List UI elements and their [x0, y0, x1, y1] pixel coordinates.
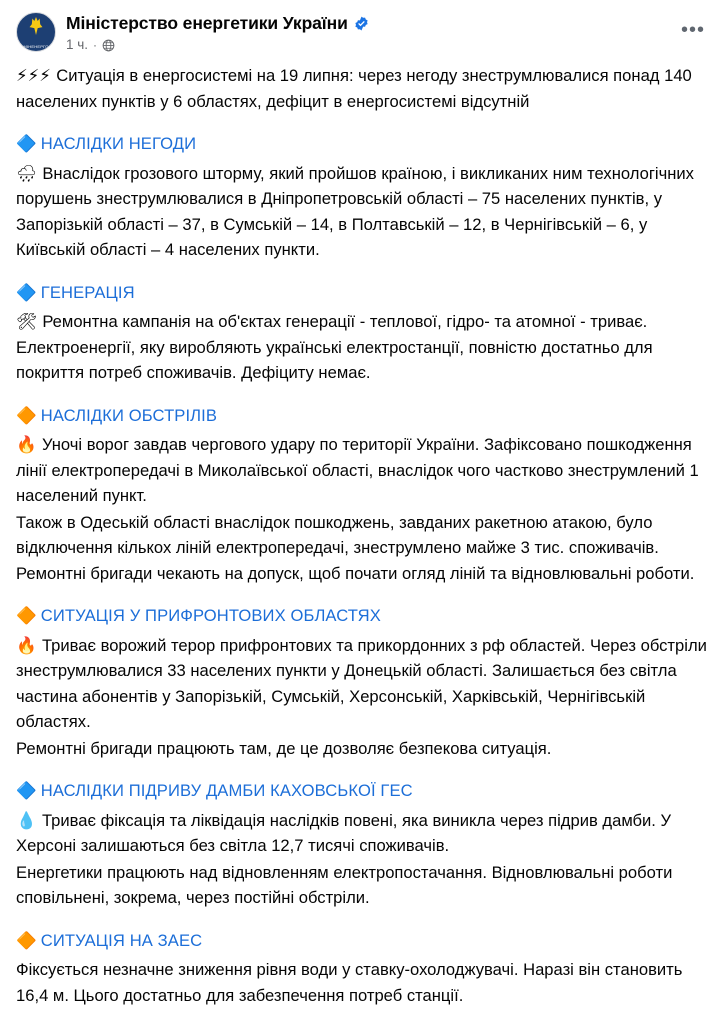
meta-separator-dot: · — [93, 38, 98, 52]
post-section-heading — [16, 778, 710, 804]
post-lead-paragraph — [16, 63, 710, 114]
post-paragraph — [16, 957, 710, 1008]
avatar-caption: МІНЕНЕРГО — [23, 44, 49, 49]
author-name-row — [66, 13, 676, 34]
paragraph-text: Фіксується незначне зниження рівня води у ставку-охолоджувачі. Наразі він становить 16,4 м. Цього достатньо для забезпечення потреб станції. — [16, 960, 688, 1005]
post-header — [16, 12, 710, 53]
section-heading-text: НАСЛІДКИ ПІДРИВУ ДАМБИ КАХОВСЬКОЇ ГЕС — [40, 781, 413, 800]
section-bullet-icon: 🔷 — [16, 134, 37, 153]
verified-badge-icon — [354, 16, 369, 31]
post-section-heading — [16, 928, 710, 954]
post-body — [16, 63, 710, 1008]
paragraph-text: Уночі ворог завдав чергового удару по території України. Зафіксовано пошкодження лінії електропередачі в Миколаївської області, внаслідок чого частково знеструмлений 1 населений пункт. — [16, 435, 704, 505]
section-bullet-icon: 🔶 — [16, 606, 37, 625]
paragraph-text: Триває фіксація та ліквідація наслідків повені, яка виникла через підрив дамби. У Херсоні залишаються без світла 12,7 тисячі споживачів. — [16, 810, 676, 855]
section-bullet-icon: 🔶 — [16, 930, 37, 950]
paragraph-emoji-icon: 🔥 — [16, 435, 42, 454]
post-paragraph — [16, 510, 710, 587]
post-meta-row — [66, 37, 676, 53]
paragraph-text: Ситуація в енергосистемі на 19 липня: через негоду знеструмлювалися понад 140 населених пунктів у 6 областях, дефіцит в енергосистемі відсутній — [16, 66, 697, 111]
post-section-heading — [16, 131, 710, 157]
section-heading-text: СИТУАЦІЯ НА ЗАЕС — [40, 930, 203, 950]
section-heading-text: НАСЛІДКИ ОБСТРІЛІВ — [40, 405, 218, 425]
post-paragraph — [16, 161, 710, 263]
post-paragraph — [16, 860, 710, 911]
post-author-block — [66, 12, 676, 53]
post-paragraph — [16, 736, 710, 762]
section-heading-text: СИТУАЦІЯ У ПРИФРОНТОВИХ ОБЛАСТЯХ — [40, 606, 381, 625]
globe-icon[interactable] — [102, 39, 115, 52]
section-bullet-icon: 🔷 — [16, 781, 37, 800]
paragraph-emoji-icon: ⚡⚡⚡ — [16, 66, 57, 85]
post-section-heading — [16, 280, 710, 306]
section-heading-text: НАСЛІДКИ НЕГОДИ — [40, 134, 197, 153]
section-bullet-icon: 🔷 — [16, 282, 37, 302]
paragraph-emoji-icon: 💧 — [16, 810, 42, 830]
paragraph-emoji-icon: 🌧 — [16, 163, 43, 183]
paragraph-text: Енергетики працюють над відновленням електропостачання. Відновлювальні роботи сповільнені, зокрема, через постійні обстріли. — [16, 862, 677, 907]
post-paragraph — [16, 432, 710, 509]
paragraph-text: Також в Одеській області внаслідок пошкоджень, завданих ракетною атакою, було відключення кількох ліній електропередачі, знеструмлено майже 3 тис. споживачів. Ремонтні бригади чекають на допуск, щоб почати огляд ліній та відновлювальні роботи. — [16, 512, 695, 583]
section-heading-text: ГЕНЕРАЦІЯ — [40, 282, 135, 302]
post-paragraph — [16, 309, 710, 386]
post-paragraph — [16, 633, 710, 735]
post-paragraph — [16, 808, 710, 859]
paragraph-text: Ремонтні бригади працюють там, де це дозволяє безпекова ситуація. — [16, 738, 552, 758]
paragraph-emoji-icon: 🛠 — [16, 312, 43, 331]
avatar[interactable] — [16, 12, 56, 52]
paragraph-text: Триває ворожий терор прифронтових та прикордонних з рф областей. Через обстріли знеструмлювалися 33 населених пункти у Донецькій області. Залишається без світла частина абонентів у Запорізькій, Сумській, Херсонській, Харківській, Чернігівській областях. — [16, 635, 712, 731]
paragraph-text: Ремонтна кампанія на об'єктах генерації - теплової, гідро- та атомної - триває. Електроенергії, яку виробляють українські електростанції, повністю достатньо для покриття потреб споживачів. Дефіциту немає. — [16, 312, 658, 382]
trident-emblem-icon — [29, 17, 43, 35]
section-bullet-icon: 🔶 — [16, 405, 37, 425]
post-timestamp[interactable]: 1 ч. — [66, 37, 89, 52]
page-name[interactable]: Міністерство енергетики України — [66, 13, 348, 33]
post-section-heading — [16, 403, 710, 429]
paragraph-text: Внаслідок грозового шторму, який пройшов країною, і викликаних ним технологічних порушень знеструмлювалися в Дніпропетровській області – 75 населених пунктів, у Запорізькій області – 37, в Сумській – 14, в Полтавській – 12, в Чернігівській – 6, у Київській області – 4 населених пункти. — [16, 163, 699, 259]
post-options-button[interactable]: ••• — [680, 19, 705, 41]
post-section-heading — [16, 603, 710, 629]
paragraph-emoji-icon: 🔥 — [16, 635, 42, 655]
